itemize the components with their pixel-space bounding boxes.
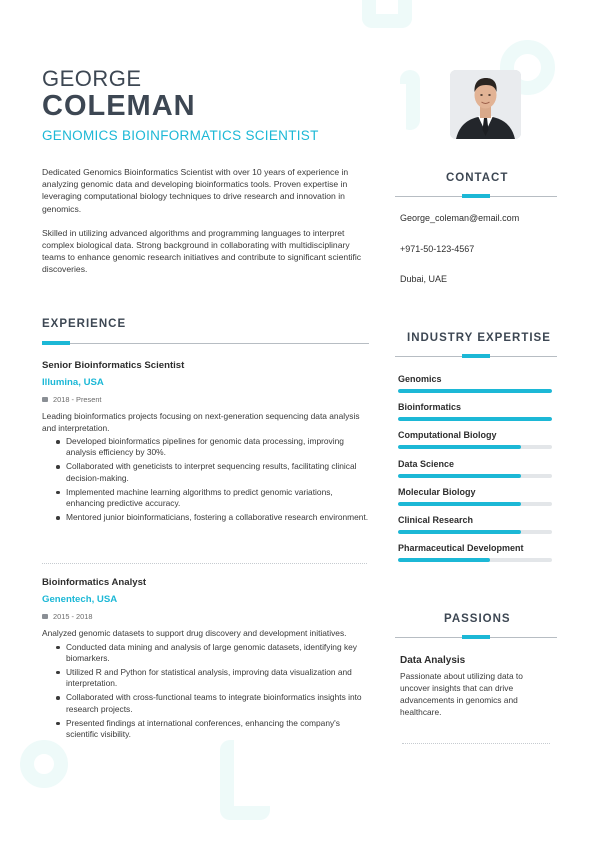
expertise-level-fill (398, 530, 521, 534)
profile-photo (450, 70, 521, 139)
expertise-name: Clinical Research (398, 515, 474, 525)
expertise-name: Molecular Biology (398, 486, 476, 497)
expertise-level-track (398, 417, 552, 421)
expertise-name: Computational Biology (398, 430, 497, 441)
expertise-accent (462, 354, 490, 358)
expertise-item (398, 515, 552, 534)
experience-accent (42, 341, 70, 345)
job-role: Senior Bioinformatics Scientist (42, 360, 185, 371)
job-bullet: Collaborated with geneticists to interpret sequencing results, facilitating clinical decision-making. (54, 461, 372, 483)
job-company: Illumina, USA (42, 377, 104, 388)
job-dates-text: 2018 - Present (53, 395, 102, 404)
summary-paragraph: Dedicated Genomics Bioinformatics Scientist with over 10 years of experience in analyzing genomic data and developing bioinformatics tools. Proven expertise in leveraging computational biology techniques to drive research and innovation in genomics. (42, 167, 349, 214)
contact-heading: CONTACT (446, 172, 509, 184)
job-description: Leading bioinformatics projects focusing on next-generation sequencing data analysis and interpretation. (42, 411, 360, 433)
expertise-level-track (398, 530, 552, 534)
expertise-item (398, 543, 552, 562)
expertise-level-track (398, 474, 552, 478)
expertise-level-track (398, 389, 552, 393)
experience-entry (42, 577, 372, 743)
job-bullet: Mentored junior bioinformaticians, fostering a collaborative research environment. (54, 512, 372, 523)
portrait-image (450, 70, 521, 139)
calendar-icon (42, 397, 48, 402)
job-dates (42, 395, 372, 404)
experience-entry (42, 360, 372, 526)
passion-separator (402, 743, 550, 744)
expertise-name: Data Science (398, 458, 455, 469)
job-bullet: Conducted data mining and analysis of large genomic datasets, identifying key biomarkers. (54, 642, 372, 664)
job-bullet-list (54, 436, 372, 523)
job-bullet: Presented findings at international conferences, enhancing the company's scientific visibility. (54, 718, 372, 740)
job-bullet: Implemented machine learning algorithms to predict genomic variations, enhancing predictive accuracy. (54, 487, 372, 509)
expertise-name: Bioinformatics (398, 402, 462, 413)
last-name: COLEMAN (42, 90, 196, 122)
first-name: GEORGE (42, 66, 142, 91)
job-bullet: Utilized R and Python for statistical analysis, improving data visualization and interpretation. (54, 667, 372, 689)
job-description: Analyzed genomic datasets to support drug discovery and development initiatives. (42, 628, 347, 638)
expertise-item (398, 459, 552, 478)
job-role: Bioinformatics Analyst (42, 577, 147, 588)
expertise-level-fill (398, 389, 552, 393)
expertise-level-fill (398, 502, 521, 506)
expertise-level-track (398, 558, 552, 562)
passions-heading: PASSIONS (444, 613, 511, 625)
contact-accent (462, 194, 490, 198)
job-dates-text: 2015 - 2018 (53, 612, 93, 621)
job-company: Genentech, USA (42, 594, 118, 605)
expertise-level-fill (398, 417, 552, 421)
expertise-name: Pharmaceutical Development (398, 543, 524, 554)
experience-heading: EXPERIENCE (42, 318, 127, 330)
job-title: GENOMICS BIOINFORMATICS SCIENTIST (42, 128, 319, 143)
passion-name: Data Analysis (400, 655, 466, 666)
expertise-item (398, 402, 552, 421)
expertise-item (398, 374, 552, 393)
expertise-item (398, 430, 552, 449)
experience-divider (42, 343, 369, 344)
calendar-icon (42, 614, 48, 619)
expertise-level-fill (398, 474, 521, 478)
expertise-heading: INDUSTRY EXPERTISE (407, 332, 551, 344)
job-bullet: Developed bioinformatics pipelines for genomic data processing, improving analysis efficiency by 30%. (54, 436, 372, 458)
expertise-name: Genomics (398, 374, 442, 384)
contact-location: Dubai, UAE (400, 274, 448, 284)
passions-accent (462, 635, 490, 639)
job-bullet: Collaborated with cross-functional teams to integrate bioinformatics insights into research projects. (54, 692, 372, 714)
expertise-level-fill (398, 445, 521, 449)
passion-description: Passionate about utilizing data to uncover insights that can drive advancements in genomics and healthcare. (400, 671, 523, 717)
profile-summary (42, 166, 372, 276)
entry-separator (42, 563, 367, 564)
expertise-item (398, 487, 552, 506)
expertise-level-track (398, 445, 552, 449)
summary-paragraph: Skilled in utilizing advanced algorithms and programming languages to interpret complex biological data. Strong background in collaborating with multidisciplinary teams to enhance genomic research initiatives and contribute to significant scientific discoveries. (42, 227, 362, 275)
expertise-level-fill (398, 558, 490, 562)
contact-email[interactable]: George_coleman@email.com (400, 213, 520, 223)
job-dates (42, 612, 372, 621)
expertise-level-track (398, 502, 552, 506)
job-bullet-list (54, 642, 372, 741)
contact-phone[interactable]: +971-50-123-4567 (400, 244, 475, 254)
